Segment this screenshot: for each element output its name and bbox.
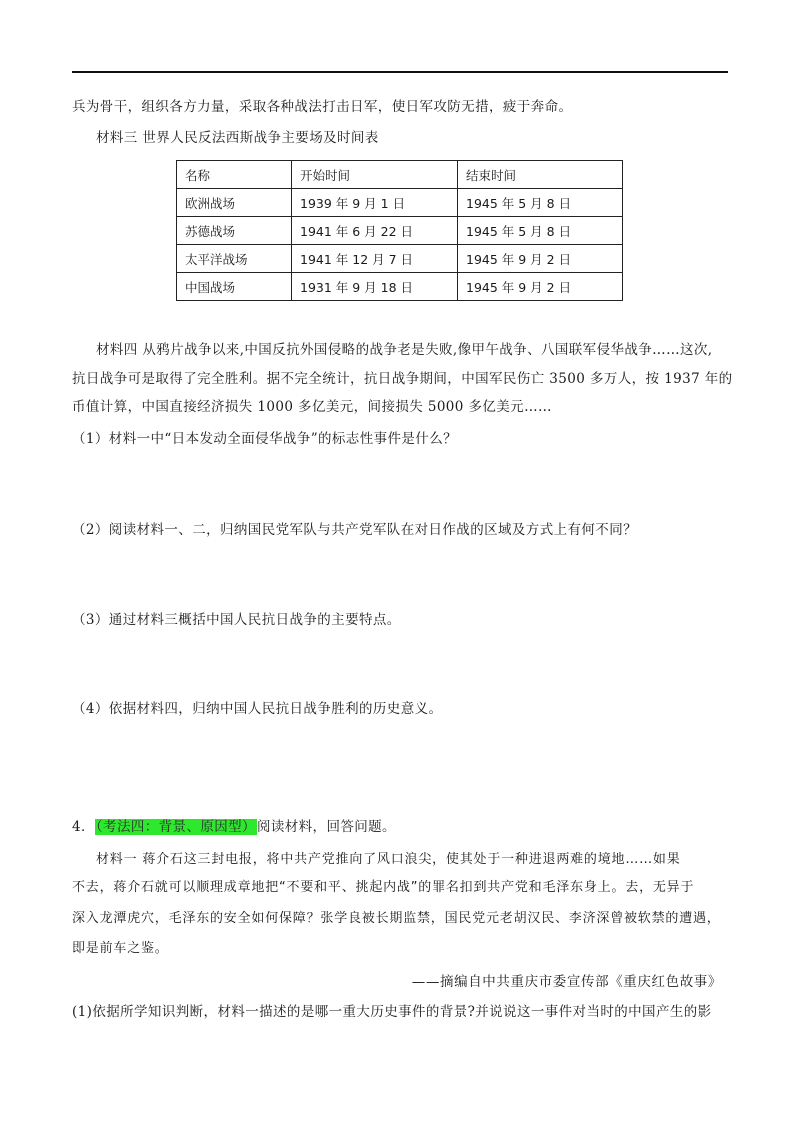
material1-line-1: 材料一 蒋介石这三封电报，将中共产党推向了风口浪尖，使其处于一种进退两难的境地……如果 xyxy=(96,852,681,867)
method-tag-highlight: （考法四：背景、原因型） xyxy=(95,819,256,835)
table-row xyxy=(177,245,623,273)
table-cell: 苏德战场 xyxy=(177,217,292,245)
table-cell: 欧洲战场 xyxy=(177,189,292,217)
question-1: （1）材料一中“日本发动全面侵华战争”的标志性事件是什么？ xyxy=(72,431,457,447)
table-row xyxy=(177,217,623,245)
table-cell: 1941 年 12 月 7 日 xyxy=(292,245,458,273)
question-3: （3）通过材料三概括中国人民抗日战争的主要特点。 xyxy=(72,612,401,628)
intro-tail-text: 兵为骨干，组织各方力量，采取各种战法打击日军，使日军攻防无措，疲于奔命。 xyxy=(72,99,573,115)
question-number: 4． xyxy=(72,819,95,835)
question-2: （2）阅读材料一、二，归纳国民党军队与共产党军队在对日作战的区域及方式上有何不同？ xyxy=(72,522,637,538)
material1-line-3: 深入龙潭虎穴，毛泽东的安全如何保障？张学良被长期监禁，国民党元老胡汉民、李济深曾被软禁的遭遇， xyxy=(72,911,721,926)
header-rule xyxy=(72,71,728,73)
table-row xyxy=(177,189,623,217)
battlefield-table xyxy=(176,160,623,301)
table-header-cell: 开始时间 xyxy=(292,161,458,189)
table-header-row xyxy=(177,161,623,189)
question-4-heading xyxy=(72,817,396,837)
table-header-cell: 结束时间 xyxy=(458,161,623,189)
table-cell: 中国战场 xyxy=(177,273,292,301)
material3-title: 材料三 世界人民反法西斯战争主要场及时间表 xyxy=(96,130,379,146)
material1-line-4: 即是前车之鉴。 xyxy=(72,941,169,956)
table-row xyxy=(177,273,623,301)
table-cell: 1931 年 9 月 18 日 xyxy=(292,273,458,301)
question-4: （4）依据材料四，归纳中国人民抗日战争胜利的历史意义。 xyxy=(72,701,443,717)
table-cell: 1939 年 9 月 1 日 xyxy=(292,189,458,217)
table-cell: 太平洋战场 xyxy=(177,245,292,273)
table-cell: 1945 年 9 月 2 日 xyxy=(458,273,623,301)
table-cell: 1945 年 5 月 8 日 xyxy=(458,189,623,217)
source-citation: ——摘编自中共重庆市委宣传部《重庆红色故事》 xyxy=(411,974,722,990)
table-cell: 1941 年 6 月 22 日 xyxy=(292,217,458,245)
question-prompt: 阅读材料，回答问题。 xyxy=(256,819,396,835)
material4-line-3: 币值计算，中国直接经济损失 1000 多亿美元，间接损失 5000 多亿美元…… xyxy=(72,399,552,415)
sub-question-1: (1)依据所学知识判断，材料一描述的是哪一重大历史事件的背景?并说说这一事件对当时的中国产生的影 xyxy=(72,1004,712,1020)
material4-line-1: 材料四 从鸦片战争以来,中国反抗外国侵略的战争老是失败,像甲午战争、八国联军侵华战争……这次, xyxy=(96,342,713,358)
table-header-cell: 名称 xyxy=(177,161,292,189)
table-cell: 1945 年 5 月 8 日 xyxy=(458,217,623,245)
material4-line-2: 抗日战争可是取得了完全胜利。据不完全统计，抗日战争期间，中国军民伤亡 3500 多万人，按 1937 年的 xyxy=(72,371,733,387)
table-cell: 1945 年 9 月 2 日 xyxy=(458,245,623,273)
material1-line-2: 不去，蒋介石就可以顺理成章地把“不要和平、挑起内战”的罪名扣到共产党和毛泽东身上。去，无异于 xyxy=(72,880,695,895)
